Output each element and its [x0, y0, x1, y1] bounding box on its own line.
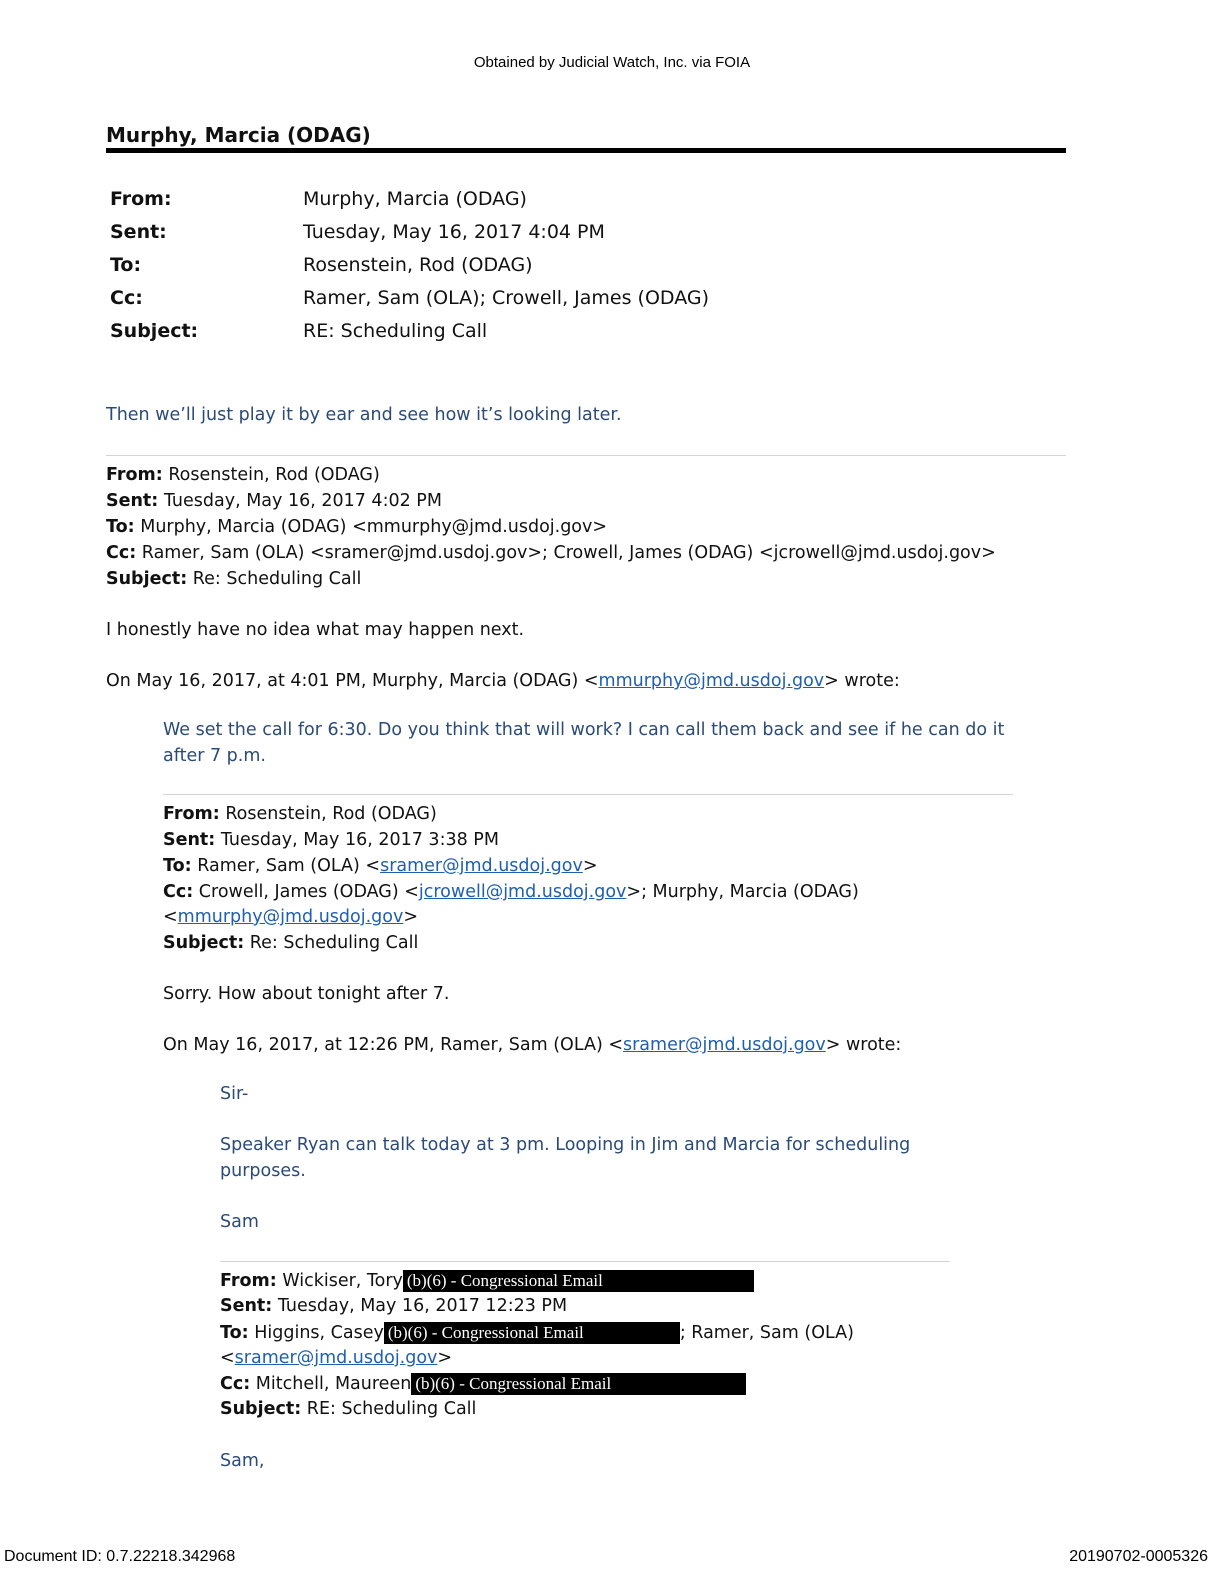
msg3-quote-header: On May 16, 2017, at 12:26 PM, Ramer, Sam (OLA) <sramer@jmd.usdoj.gov> wrote:	[163, 1035, 902, 1055]
msg4-body-line1: Speaker Ryan can talk today at 3 pm. Looping in Jim and Marcia for scheduling	[220, 1135, 911, 1155]
msg3-subject: Subject: Re: Scheduling Call	[163, 933, 419, 953]
redaction-box: (b)(6) - Congressional Email	[384, 1322, 680, 1344]
msg2-sent: Sent: Tuesday, May 16, 2017 4:02 PM	[106, 491, 442, 511]
msg3-cc-cont: <mmurphy@jmd.usdoj.gov>	[163, 907, 418, 927]
msg4-greeting: Sir-	[220, 1084, 249, 1104]
msg3-body: Sorry. How about tonight after 7.	[163, 984, 450, 1004]
msg2-quote-header: On May 16, 2017, at 4:01 PM, Murphy, Marcia (ODAG) <mmurphy@jmd.usdoj.gov> wrote:	[106, 671, 900, 691]
sramer-email-link[interactable]: sramer@jmd.usdoj.gov	[380, 856, 583, 876]
msg2-subject: Subject: Re: Scheduling Call	[106, 569, 362, 589]
jcrowell-email-link[interactable]: jcrowell@jmd.usdoj.gov	[418, 882, 627, 902]
msg5-subject: Subject: RE: Scheduling Call	[220, 1399, 477, 1419]
msg3-sent: Sent: Tuesday, May 16, 2017 3:38 PM	[163, 830, 499, 850]
msg5-separator	[220, 1261, 950, 1262]
msg4-body-line2: purposes.	[220, 1161, 306, 1181]
header-subject-label: Subject:	[110, 320, 199, 342]
msg5-sent: Sent: Tuesday, May 16, 2017 12:23 PM	[220, 1296, 568, 1316]
msg3-cc: Cc: Crowell, James (ODAG) <jcrowell@jmd.usdoj.gov>; Murphy, Marcia (ODAG)	[163, 882, 859, 902]
msg5-to-cont: <sramer@jmd.usdoj.gov>	[220, 1348, 453, 1368]
redaction-box: (b)(6) - Congressional Email	[403, 1270, 754, 1292]
msg5-greeting: Sam,	[220, 1451, 265, 1471]
header-cc-label: Cc:	[110, 287, 143, 309]
header-cc-value: Ramer, Sam (OLA); Crowell, James (ODAG)	[303, 287, 710, 309]
document-id: Document ID: 0.7.22218.342968	[4, 1548, 236, 1565]
msg4-signoff: Sam	[220, 1212, 259, 1232]
msg3-to: To: Ramer, Sam (OLA) <sramer@jmd.usdoj.gov>	[163, 856, 598, 876]
bates-number: 20190702-0005326	[1069, 1548, 1208, 1565]
mmurphy-email-link[interactable]: mmurphy@jmd.usdoj.gov	[177, 907, 404, 927]
msg5-to: To: Higgins, Casey (b)(6) - Congressional Email ; Ramer, Sam (OLA)	[220, 1323, 854, 1343]
msg3-from: From: Rosenstein, Rod (ODAG)	[163, 804, 437, 824]
msg2-separator	[106, 455, 1066, 456]
header-sent-value: Tuesday, May 16, 2017 4:04 PM	[303, 221, 605, 243]
header-from-value: Murphy, Marcia (ODAG)	[303, 188, 527, 210]
msg3-body-line2: after 7 p.m.	[163, 746, 266, 766]
sramer-email-link[interactable]: sramer@jmd.usdoj.gov	[234, 1348, 438, 1368]
foia-watermark: Obtained by Judicial Watch, Inc. via FOIA	[473, 54, 751, 71]
title-rule	[106, 148, 1066, 153]
header-to-value: Rosenstein, Rod (ODAG)	[303, 254, 533, 276]
header-to-label: To:	[110, 254, 142, 276]
msg3-body-line1: We set the call for 6:30. Do you think that will work? I can call them back and see if he can do it	[163, 720, 1005, 740]
redaction-box: (b)(6) - Congressional Email	[411, 1373, 746, 1395]
mmurphy-email-link[interactable]: mmurphy@jmd.usdoj.gov	[598, 671, 825, 691]
msg2-body: I honestly have no idea what may happen next.	[106, 620, 525, 640]
header-subject-value: RE: Scheduling Call	[303, 320, 488, 342]
msg5-cc: Cc: Mitchell, Maureen (b)(6) - Congressional Email	[220, 1373, 746, 1395]
msg1-body: Then we’ll just play it by ear and see how it’s looking later.	[106, 405, 622, 425]
msg2-to: To: Murphy, Marcia (ODAG) <mmurphy@jmd.usdoj.gov>	[106, 517, 608, 537]
sramer-email-link[interactable]: sramer@jmd.usdoj.gov	[623, 1035, 826, 1055]
msg3-separator	[163, 794, 1013, 795]
document-title: Murphy, Marcia (ODAG)	[106, 123, 371, 147]
msg2-from: From: Rosenstein, Rod (ODAG)	[106, 465, 380, 485]
msg5-from: From: Wickiser, Tory (b)(6) - Congressional Email	[220, 1270, 754, 1292]
header-sent-label: Sent:	[110, 221, 167, 243]
header-from-label: From:	[110, 188, 172, 210]
msg2-cc: Cc: Ramer, Sam (OLA) <sramer@jmd.usdoj.gov>; Crowell, James (ODAG) <jcrowell@jmd.usdoj.gov>	[106, 543, 996, 563]
